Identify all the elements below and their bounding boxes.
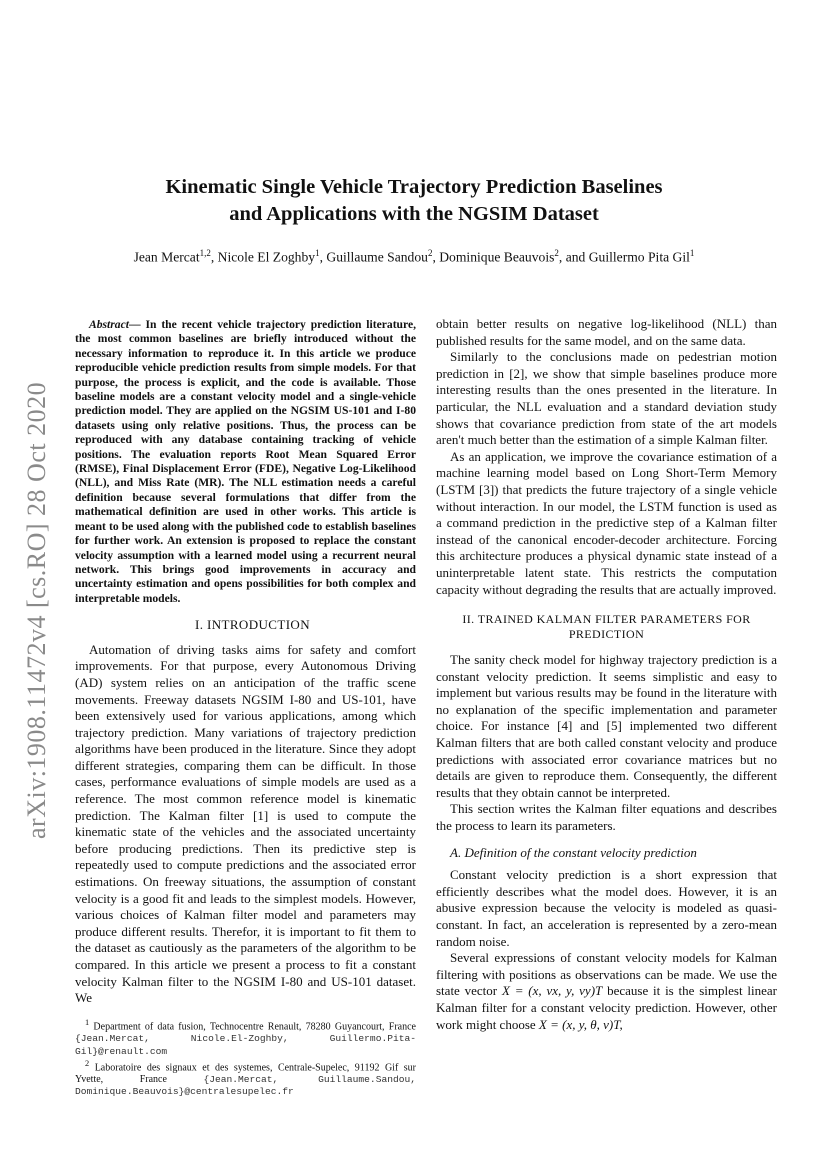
author-name: Dominique Beauvois xyxy=(439,249,555,265)
section-2-heading xyxy=(436,612,777,642)
section-2-paragraph-1: The sanity check model for highway trajectory prediction is a constant velocity prediction. It seems simplistic and easy to implement but various results may be found in the literature with no explanation of the specific implementation and parameter choice. For instance [4] and [5] implemented two different Kalman filters that are both called constant velocity and produce predictions with associated error covariance matrices but no details are given to reproduce them. Consequently, the different results that they obtain cannot be interpreted. xyxy=(436,652,777,800)
left-column xyxy=(75,318,416,1099)
footnote-1-text: Department of data fusion, Technocentre Renault, 78280 Guyancourt, France xyxy=(93,1021,416,1033)
section-2-paragraph-2: This section writes the Kalman filter equations and describes the process to learn its parameters. xyxy=(436,801,777,834)
author-separator: , xyxy=(210,249,218,265)
footnote-2-emails: {Jean.Mercat, Guillaume.Sandou, Dominique.Beauvois}@centralesupelec.fr xyxy=(75,1074,416,1098)
title-line-1: Kinematic Single Vehicle Trajectory Prediction Baselines xyxy=(165,176,663,198)
title-line-2: and Applications with the NGSIM Dataset xyxy=(229,203,599,225)
abstract-label: Abstract xyxy=(89,318,129,331)
subsection-a-paragraph-2 xyxy=(436,950,777,1033)
author-affiliation: 1 xyxy=(315,248,320,258)
author-name: Jean Mercat xyxy=(133,249,200,265)
section-2-heading-line-2: PREDICTION xyxy=(568,627,645,642)
author-affiliation: 2 xyxy=(554,248,559,258)
author-affiliation: 1,2 xyxy=(199,248,211,258)
author-separator: , and xyxy=(558,249,589,265)
alt-state-vector-equation: X = (x, y, θ, v)T, xyxy=(538,1016,623,1032)
author-name: Nicole El Zoghby xyxy=(217,249,316,265)
author-list xyxy=(60,248,768,266)
footnote-2-text: Laboratoire des signaux et des systemes, Centrale-Supelec, 91192 Gif sur Yvette, France xyxy=(75,1062,417,1086)
paper-title xyxy=(90,174,738,228)
author-separator: , xyxy=(432,249,440,265)
subsection-a-heading: A. Definition of the constant velocity prediction xyxy=(450,844,697,860)
author-affiliation: 2 xyxy=(427,248,433,258)
section-1-heading: I. INTRODUCTION xyxy=(194,617,311,633)
state-vector-equation: X = (x, vx, y, vy)T xyxy=(501,983,603,999)
subsection-a-paragraph-1: Constant velocity prediction is a short expression that efficiently describes what the model does. However, it is an abusive expression because the velocity is modeled as quasi-constant. In fact, an acceleration is represented by a zero-mean random noise. xyxy=(436,867,777,949)
abstract-text: In the recent vehicle trajectory prediction literature, the most common baselines are briefly introduced without the necessary information to reproduce it. In this article we produce reproducible vehicle prediction results from simple models. For that purpose, the process is explicit, and the code is available. Those baseline models are a constant velocity model and a single-vehicle prediction model. They are applied on the NGSIM US-101 and I-80 datasets using only relative positions. Thus, the process can be reproduced with any database containing tracking of vehicle positions. The evaluation reports Root Mean Squared Error (RMSE), Final Displacement Error (FDE), Negative Log-Likelihood (NLL), and Miss Rate (MR). The NLL estimation needs a careful definition because several formulations that differ from the mathematical definition are used in other works. This article is meant to be used along with the published code to establish baselines for further work. An extension is proposed to replace the constant velocity assumption with a learned model using a recurrent neural network. This brings good improvements in accuracy and uncertainty estimation and opens possibilities for both complex and interpretable models. xyxy=(75,318,416,605)
author-name: Guillermo Pita Gil xyxy=(588,249,690,265)
right-paragraph-2: Similarly to the conclusions made on pedestrian motion prediction in [2], we show that simple baselines produce more interesting results than the ones presented in the literature. In particular, the NLL evaluation and a standard deviation study shows that covariance prediction from state of the art models aren't much better than the estimation of a simple Kalman filter. xyxy=(436,349,777,448)
section-1-paragraph-1: Automation of driving tasks aims for safety and comfort improvements. For that purpose, every Autonomous Driving (AD) system relies on an anticipation of the traffic scene movements. Freeway datasets NGSIM I-80 and US-101, have been extensively used for various applications, among which trajectory prediction. Many variations of trajectory prediction algorithms have been produced in the literature. Since they adopt different strategies, comparing them can be difficult. In those cases, performance evaluations of simple models are used as a reference. The most common reference model is kinematic prediction. The Kalman filter [1] is used to compute the kinematic state of the vehicles and the associated uncertainty before producing predictions. Then its predictive step is repeatedly used to compute predictions and the associated error estimations. On freeway situations, the assumption of constant velocity is a good fit and leads to the simplest models. However, various choices of Kalman filter model and parameters may produce different results. Therefor, it is important to fit them to the dataset as cautiously as the parameters of the algorithm to be compared. In this article we present a process to fit a constant velocity Kalman filter to the NGSIM I-80 and US-101 dataset. We xyxy=(75,641,416,1006)
footnote-1-number: 1 xyxy=(85,1017,90,1027)
subsection-a-paragraph-2-text-b: because it is the simplest linear Kalman filter for a constant velocity prediction. However, other work might choose xyxy=(436,983,777,1032)
footnote-1-emails: {Jean.Mercat, Nicole.El-Zoghby, Guillermo.Pita-Gil}@renault.com xyxy=(75,1033,416,1057)
right-paragraph-3: As an application, we improve the covariance estimation of a machine learning model based on Long Short-Term Memory (LSTM [3]) that predicts the future trajectory of a single vehicle without interaction. In our model, the LSTM function is used as a command prediction in the predictive step of a Kalman filter instead of the canonical encoder-decoder architecture. Forcing this architecture produces a physical dynamic state instead of a uninterpretable latent state. This restricts the computation capacity without degrading the results that are actually improved. xyxy=(436,448,777,597)
right-column xyxy=(436,316,777,1033)
footnote-1 xyxy=(75,1017,416,1058)
subsection-a-paragraph-2-text-a: Several expressions of constant velocity models for Kalman filtering with positions as observations can be made. We use the state vector xyxy=(436,950,777,999)
section-2-heading-line-1: II. TRAINED KALMAN FILTER PARAMETERS FOR xyxy=(462,612,751,627)
footnote-2-number: 2 xyxy=(85,1058,90,1068)
author-name: Guillaume Sandou xyxy=(326,249,428,265)
abstract xyxy=(75,318,416,606)
author-separator: , xyxy=(319,249,327,265)
right-paragraph-1: obtain better results on negative log-likelihood (NLL) than published results for the same model, and on the same data. xyxy=(436,316,777,348)
abstract-dash: — xyxy=(128,318,146,331)
author-affiliation: 1 xyxy=(689,248,695,258)
footnotes xyxy=(75,1017,416,1099)
footnote-2 xyxy=(75,1058,416,1099)
arxiv-side-stamp: arXiv:1908.11472v4 [cs.RO] 28 Oct 2020 xyxy=(22,381,51,839)
